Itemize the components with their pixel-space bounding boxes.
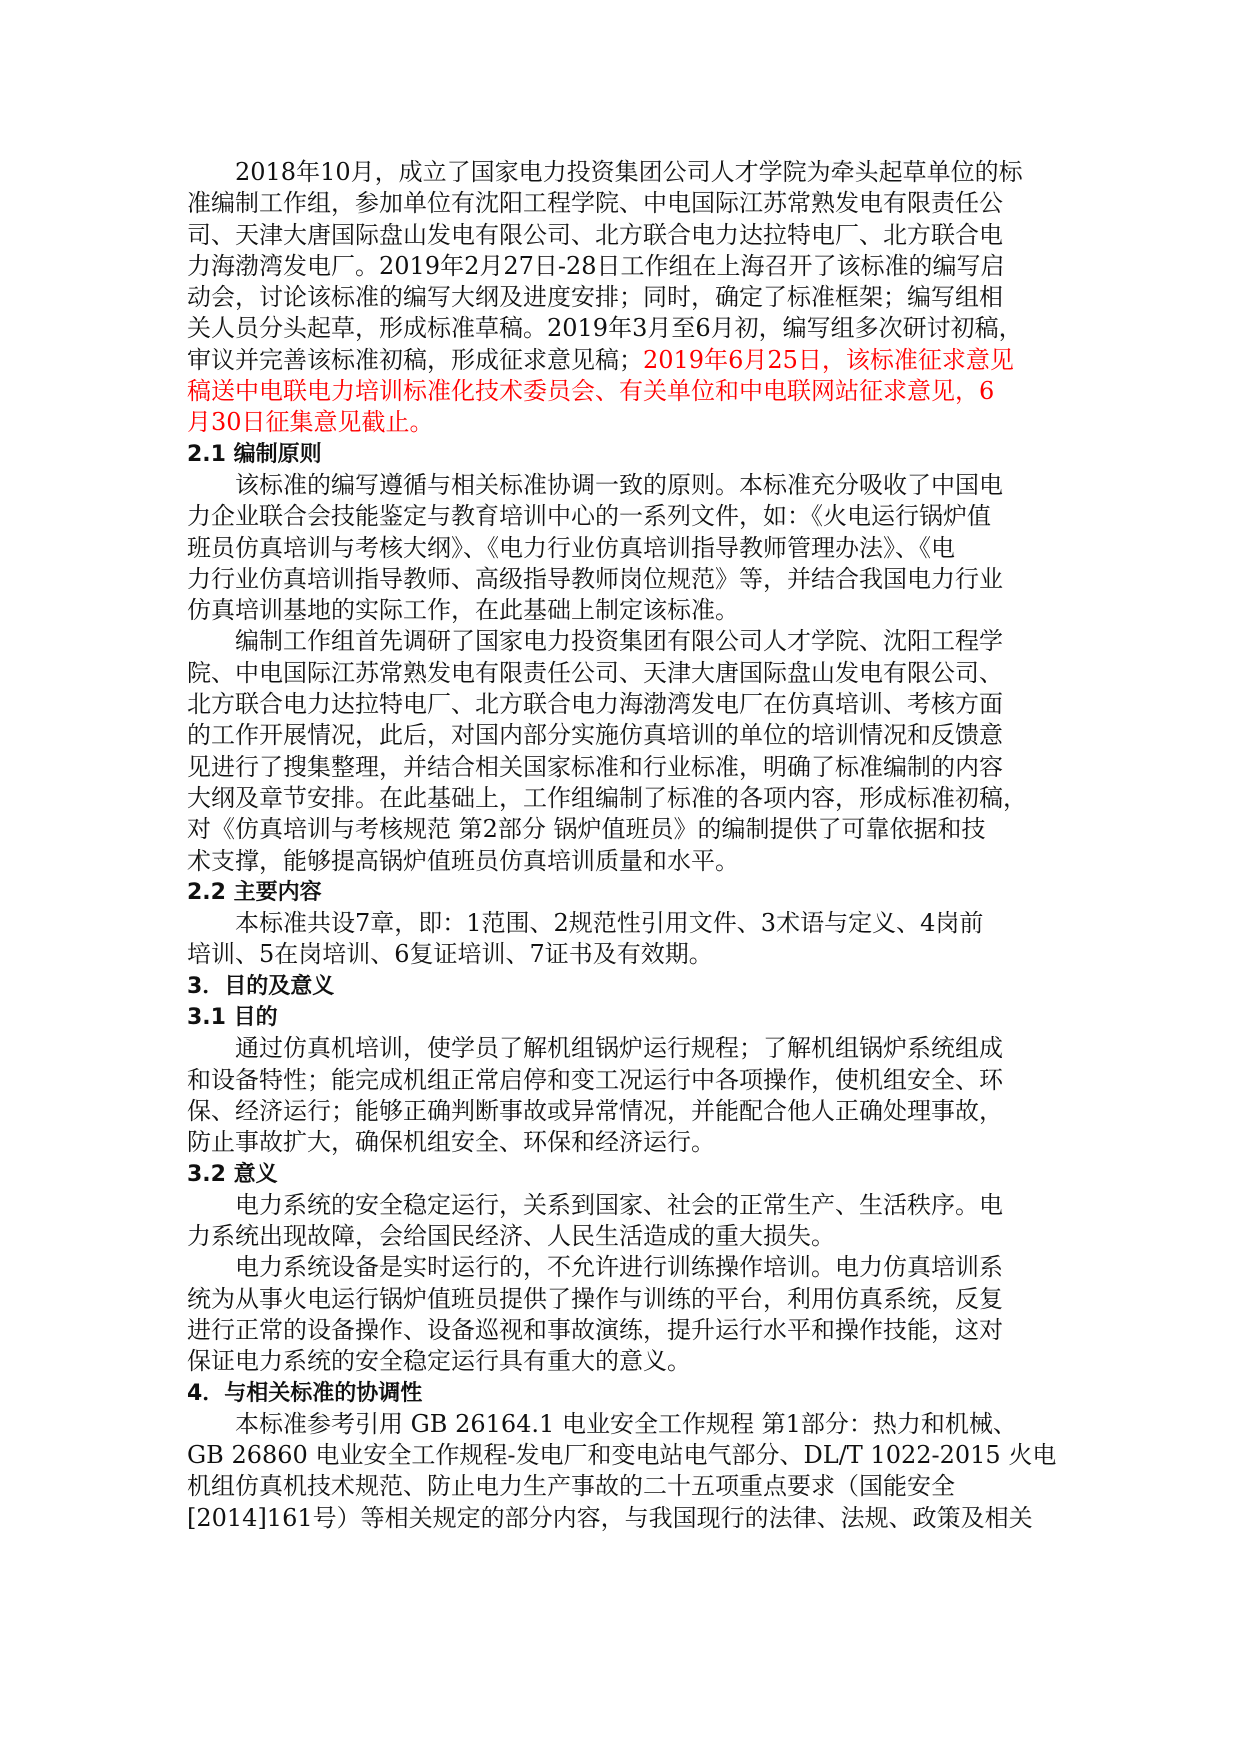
- text-line: 电力系统设备是实时运行的，不允许进行训练操作培训。电力仿真培训系: [235, 1253, 1003, 1282]
- text-line: 防止事故扩大，确保机组安全、环保和经济运行。: [187, 1128, 715, 1157]
- section-4-paragraph: [187, 1409, 1057, 1534]
- text-line: 编制工作组首先调研了国家电力投资集团有限公司人才学院、沈阳工程学: [235, 627, 1003, 656]
- text-line: 对《仿真培训与考核规范 第2部分 锅炉值班员》的编制提供了可靠依据和技: [187, 815, 986, 844]
- highlighted-text-line: 稿送中电联电力培训标准化技术委员会、有关单位和中电联网站征求意见，6: [187, 377, 995, 406]
- intro-paragraph: [187, 157, 1053, 439]
- text-line: 的工作开展情况，此后，对国内部分实施仿真培训的单位的培训情况和反馈意: [187, 721, 1003, 750]
- text-line: 机组仿真机技术规范、防止电力生产事故的二十五项重点要求（国能安全: [187, 1472, 955, 1501]
- section-3-1-paragraph: [187, 1033, 1053, 1158]
- highlighted-text-line: 月30日征集意见截止。: [187, 408, 434, 437]
- text-line: 关人员分头起草，形成标准草稿。2019年3月至6月初，编写组多次研讨初稿，: [187, 314, 1023, 343]
- text-line: 动会，讨论该标准的编写大纲及进度安排；同时，确定了标准框架；编写组相: [187, 283, 1003, 312]
- text-span: 审议并完善该标准初稿，形成征求意见稿；: [187, 345, 643, 374]
- text-line: 本标准共设7章，即：1范围、2规范性引用文件、3术语与定义、4岗前: [235, 909, 984, 938]
- text-line: 北方联合电力达拉特电厂、北方联合电力海渤湾发电厂在仿真培训、考核方面: [187, 690, 1003, 719]
- section-heading-3-1: 3.1 目的: [187, 1005, 278, 1031]
- text-line: GB 26860 电业安全工作规程-发电厂和变电站电气部分、DL/T 1022-2015 火电: [187, 1441, 1057, 1470]
- section-2-1-paragraph-1: [187, 470, 1053, 626]
- section-heading-2-2: 2.2 主要内容: [187, 879, 322, 905]
- text-line: 见进行了搜集整理，并结合相关国家标准和行业标准，明确了标准编制的内容: [187, 752, 1003, 781]
- text-line: 司、天津大唐国际盘山发电有限公司、北方联合电力达拉特电厂、北方联合电: [187, 220, 1003, 249]
- text-line: 术支撑，能够提高锅炉值班员仿真培训质量和水平。: [187, 846, 739, 875]
- text-line: 2018年10月，成立了国家电力投资集团公司人才学院为牵头起草单位的标: [235, 158, 1023, 186]
- text-line: 力行业仿真培训指导教师、高级指导教师岗位规范》等，并结合我国电力行业: [187, 564, 1003, 593]
- text-line: 该标准的编写遵循与相关标准协调一致的原则。本标准充分吸收了中国电: [235, 470, 1003, 499]
- section-3-2-paragraph-1: [187, 1190, 1053, 1253]
- section-2-2-paragraph: [187, 908, 1053, 971]
- text-line: 力海渤湾发电厂。2019年2月27日-28日工作组在上海召开了该标准的编写启: [187, 251, 1005, 280]
- section-heading-3-2: 3.2 意义: [187, 1161, 278, 1187]
- text-line: 保、经济运行；能够正确判断事故或异常情况，并能配合他人正确处理事故，: [187, 1096, 1003, 1125]
- text-line: 统为从事火电运行锅炉值班员提供了操作与训练的平台，利用仿真系统，反复: [187, 1284, 1003, 1313]
- text-line: 仿真培训基地的实际工作，在此基础上制定该标准。: [187, 596, 739, 625]
- text-line: 进行正常的设备操作、设备巡视和事故演练，提升运行水平和操作技能，这对: [187, 1315, 1003, 1344]
- text-line: [2014]161号）等相关规定的部分内容，与我国现行的法律、法规、政策及相关: [187, 1503, 1033, 1532]
- section-heading-2-1: 2.1 编制原则: [187, 441, 322, 467]
- section-heading-4: 4．与相关标准的协调性: [187, 1380, 423, 1406]
- text-line: 准编制工作组，参加单位有沈阳工程学院、中电国际江苏常熟发电有限责任公: [187, 189, 1003, 218]
- section-3-2-paragraph-2: [187, 1252, 1053, 1377]
- highlighted-text: 2019年6月25日，该标准征求意见: [643, 345, 1014, 374]
- text-line: 力系统出现故障，会给国民经济、人民生活造成的重大损失。: [187, 1222, 835, 1251]
- text-line: 培训、5在岗培训、6复证培训、7证书及有效期。: [187, 940, 713, 969]
- text-line: 院、中电国际江苏常熟发电有限责任公司、天津大唐国际盘山发电有限公司、: [187, 658, 1003, 687]
- text-line: 电力系统的安全稳定运行，关系到国家、社会的正常生产、生活秩序。电: [235, 1190, 1003, 1219]
- document-page: [187, 157, 1057, 1534]
- text-line: 和设备特性；能完成机组正常启停和变工况运行中各项操作，使机组安全、环: [187, 1065, 1003, 1094]
- section-heading-3: 3．目的及意义: [187, 973, 335, 999]
- text-line-mixed: [187, 345, 1053, 376]
- text-line: 力企业联合会技能鉴定与教育培训中心的一系列文件，如：《火电运行锅炉值: [187, 502, 991, 531]
- text-line: 保证电力系统的安全稳定运行具有重大的意义。: [187, 1347, 691, 1376]
- text-line: 通过仿真机培训，使学员了解机组锅炉运行规程；了解机组锅炉系统组成: [235, 1034, 1003, 1063]
- text-line: 大纲及章节安排。在此基础上，工作组编制了标准的各项内容，形成标准初稿，: [187, 783, 1027, 812]
- text-line: 班员仿真培训与考核大纲》、《电力行业仿真培训指导教师管理办法》、《电: [187, 533, 955, 562]
- section-2-1-paragraph-2: [187, 626, 1053, 876]
- text-line: 本标准参考引用 GB 26164.1 电业安全工作规程 第1部分：热力和机械、: [235, 1409, 1017, 1438]
